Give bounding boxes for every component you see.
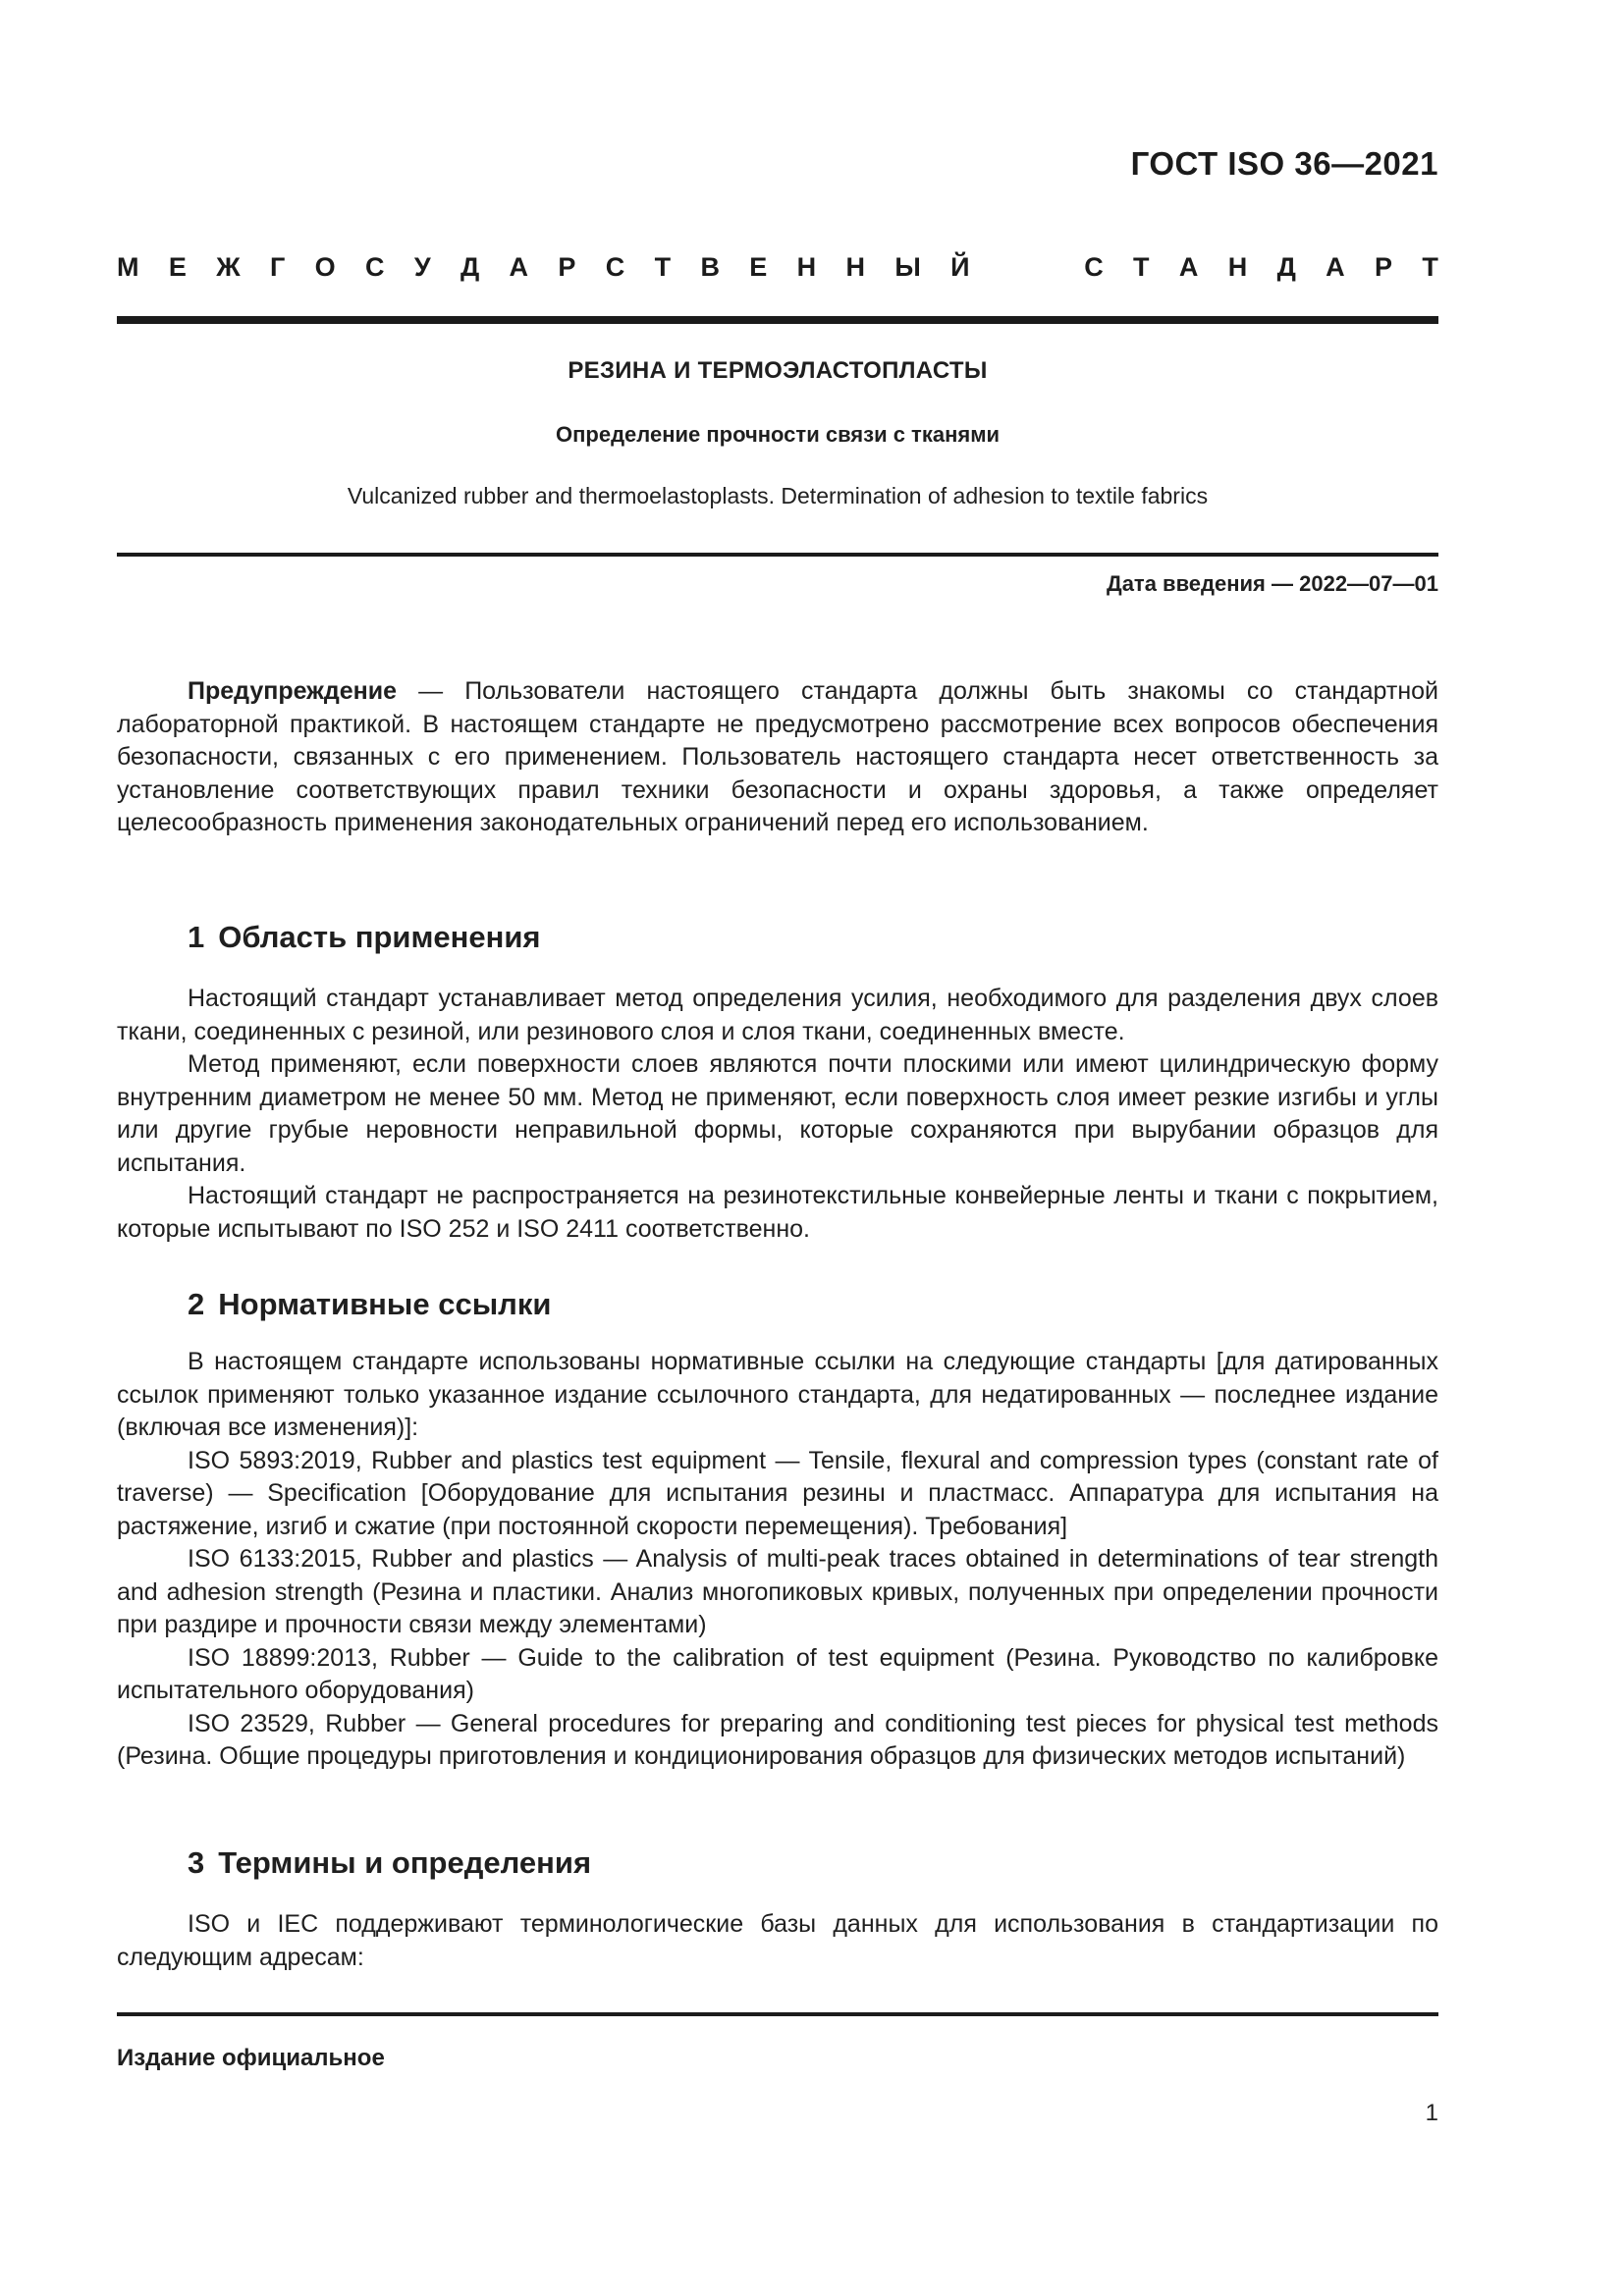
word-gap xyxy=(1000,252,1055,283)
official-edition-label: Издание официальное xyxy=(117,2045,385,2071)
interstate-letter: Н xyxy=(845,252,865,282)
interstate-letter: С xyxy=(605,252,625,282)
interstate-letter: Р xyxy=(558,252,576,282)
title-divider xyxy=(117,553,1438,557)
interstate-letter: М xyxy=(117,252,139,282)
interstate-letter: Н xyxy=(796,252,817,282)
section-2-body xyxy=(117,1346,1438,1774)
footer-divider xyxy=(117,2012,1438,2016)
section-number: 1 xyxy=(188,920,205,954)
interstate-letter: Ы xyxy=(894,252,921,282)
document-page xyxy=(117,0,1438,2296)
standard-letter: А xyxy=(1178,252,1199,282)
interstate-standard-label xyxy=(117,252,1438,283)
interstate-letter: Д xyxy=(460,252,480,282)
section-paragraph: В настоящем стандарте использованы нормативные ссылки на следующие стандарты [для датированных ссылок применяют только указанное издание ссылочного стандарта, для недатированных — последнее издание (включая все изменения)]: xyxy=(117,1348,1438,1441)
standard-letter: А xyxy=(1326,252,1345,282)
document-title: РЕЗИНА И ТЕРМОЭЛАСТОПЛАСТЫ xyxy=(568,357,988,384)
interstate-letter: У xyxy=(413,252,431,282)
interstate-letter: Т xyxy=(654,252,672,282)
interstate-letter: Е xyxy=(749,252,768,282)
section-number: 2 xyxy=(188,1287,205,1321)
interstate-letter: Ж xyxy=(216,252,241,282)
section-2-heading xyxy=(188,1287,551,1322)
reference-item: ISO 5893:2019, Rubber and plastics test equipment — Tensile, flexural and compression types (constant rate of traverse) — Specification [Оборудование для испытания резины и пластмасс. Аппаратура для испытания на растяжение, изгиб и сжатие (при постоянной скорости перемещения). Требования] xyxy=(117,1446,1438,1540)
interstate-letter: А xyxy=(509,252,529,282)
header-divider xyxy=(117,316,1438,324)
section-number: 3 xyxy=(188,1845,205,1880)
reference-item: ISO 6133:2015, Rubber and plastics — Analysis of multi-peak traces obtained in determinations of tear strength and adhesion strength (Резина и пластики. Анализ многопиковых кривых, полученных при определении прочности при раздире и прочности связи между элементами) xyxy=(117,1545,1438,1638)
interstate-letter: Г xyxy=(269,252,286,282)
document-code: ГОСТ ISO 36—2021 xyxy=(1130,145,1438,182)
page-number: 1 xyxy=(1425,2100,1438,2126)
interstate-letter: В xyxy=(700,252,720,282)
section-3-heading xyxy=(188,1845,591,1881)
standard-letter: Т xyxy=(1133,252,1150,282)
section-paragraph: Метод применяют, если поверхности слоев являются почти плоскими или имеют цилиндрическую форму внутренним диаметром не менее 50 мм. Метод не применяют, если поверхность слоя имеет резкие изгибы и углы или другие грубые неровности неправильной формы, которые сохраняются при вырубании образцов для испытания. xyxy=(117,1050,1438,1177)
introduction-date: Дата введения — 2022—07—01 xyxy=(1107,571,1438,596)
standard-letter: Т xyxy=(1422,252,1438,282)
section-1-heading xyxy=(188,920,541,955)
warning-block xyxy=(117,675,1438,840)
section-3-body xyxy=(117,1908,1438,1974)
standard-letter: Р xyxy=(1375,252,1393,282)
section-title: Нормативные ссылки xyxy=(218,1287,552,1321)
reference-item: ISO 18899:2013, Rubber — Guide to the calibration of test equipment (Резина. Руководство по калибровке испытательного оборудования) xyxy=(117,1643,1438,1704)
document-subtitle: Определение прочности связи с тканями xyxy=(556,422,1000,447)
warning-text: — Пользователи настоящего стандарта должны быть знакомы со стандартной лабораторной практикой. В настоящем стандарте не предусмотрено рассмотрение всех вопросов обеспечения безопасности, связанных с его применением. Пользователь настоящего стандарта несет ответственность за установление соответствующих правил техники безопасности и охраны здоровья, а также определяет целесообразность применения законодательных ограничений перед его использованием. xyxy=(117,677,1438,836)
standard-letter: Д xyxy=(1276,252,1296,282)
document-title-english: Vulcanized rubber and thermoelastoplasts. Determination of adhesion to textile fabrics xyxy=(347,483,1209,508)
section-paragraph: Настоящий стандарт устанавливает метод определения усилия, необходимого для разделения двух слоев ткани, соединенных с резиной, или резинового слоя и слоя ткани, соединенных вместе. xyxy=(117,985,1438,1045)
reference-item: ISO 23529, Rubber — General procedures for preparing and conditioning test pieces for physical test methods (Резина. Общие процедуры приготовления и кондиционирования образцов для физических методов испытаний) xyxy=(117,1709,1438,1770)
interstate-letter: С xyxy=(364,252,385,282)
section-1-body xyxy=(117,983,1438,1246)
warning-label: Предупреждение xyxy=(188,677,398,705)
section-title: Область применения xyxy=(218,920,541,954)
warning-paragraph xyxy=(117,675,1438,840)
standard-letter: Н xyxy=(1227,252,1248,282)
standard-letter: С xyxy=(1084,252,1104,282)
section-paragraph: ISO и IEC поддерживают терминологические базы данных для использования в стандартизации по следующим адресам: xyxy=(117,1910,1438,1971)
interstate-letter: Е xyxy=(168,252,187,282)
section-paragraph: Настоящий стандарт не распространяется на резинотекстильные конвейерные ленты и ткани с покрытием, которые испытывают по ISO 252 и ISO 2411 соответственно. xyxy=(117,1182,1438,1243)
interstate-letter: Й xyxy=(950,252,970,282)
section-title: Термины и определения xyxy=(218,1845,592,1880)
interstate-letter: О xyxy=(314,252,336,282)
